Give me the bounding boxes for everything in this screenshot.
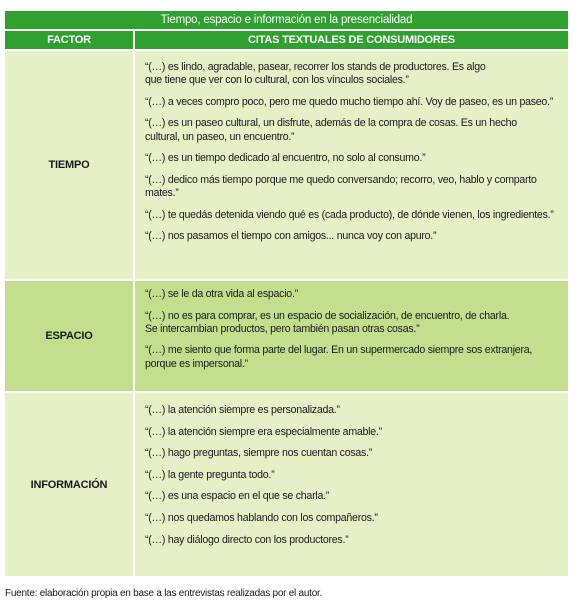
- quote-item: “(…) es un paseo cultural, un disfrute, además de la compra de cosas. Es un hecho cultural, un paseo, un encuentro.”: [145, 117, 517, 143]
- quote-item: “(…) no es para comprar, es un espacio de socialización, de encuentro, de charla. Se intercambian productos, pero también pasan otras cosas.”: [145, 309, 510, 335]
- table-header: [5, 29, 568, 49]
- quote-item: “(…) te quedás detenida viendo qué es (cada producto), de dónde vienen, los ingredientes.”: [145, 208, 554, 221]
- quote-item: “(…) nos quedamos hablando con los compañeros.”: [145, 511, 378, 524]
- factor-label: TIEMPO: [5, 51, 135, 279]
- table-row-espacio: [5, 279, 568, 391]
- quote-item: “(…) me siento que forma parte del lugar. En un supermercado siempre sos extranjera, porque es impersonal.”: [145, 344, 533, 370]
- table-row-informacion: [5, 391, 568, 576]
- quote-item: “(…) es una espacio en el que se charla.”: [145, 490, 330, 503]
- quote-item: “(…) a veces compro poco, pero me quedo mucho tiempo ahí. Voy de paseo, es un paseo.”: [145, 95, 554, 108]
- table-title: Tiempo, espacio e información en la presencialidad: [5, 11, 568, 29]
- quote-item: “(…) la gente pregunta todo.”: [145, 468, 275, 481]
- header-factor: FACTOR: [5, 31, 135, 49]
- factor-label: ESPACIO: [5, 281, 135, 391]
- quote-item: “(…) es un tiempo dedicado al encuentro, no solo al consumo.”: [145, 152, 426, 165]
- factor-label: INFORMACIÓN: [5, 393, 135, 576]
- quote-item: “(…) es lindo, agradable, pasear, recorrer los stands de productores. Es algo que tiene que ver con lo cultural, con los vínculos sociales.”: [145, 61, 486, 87]
- quotes-cell: [135, 51, 568, 279]
- quote-item: “(…) dedico más tiempo porque me quedo conversando; recorro, veo, hablo y comparto mates.”: [145, 173, 537, 199]
- quote-item: “(…) la atención siempre es personalizada.”: [145, 404, 340, 416]
- source-note: Fuente: elaboración propia en base a las entrevistas realizadas por el autor.: [5, 588, 323, 599]
- quotes-cell: [135, 393, 568, 576]
- quotes-table: [5, 11, 568, 576]
- quote-item: “(…) nos pasamos el tiempo con amigos... nunca voy con apuro.”: [145, 230, 437, 243]
- header-citas: CITAS TEXTUALES DE CONSUMIDORES: [248, 34, 455, 46]
- quote-item: “(…) hago preguntas, siempre nos cuentan cosas.”: [145, 447, 373, 460]
- quotes-cell: [135, 281, 568, 391]
- quote-item: “(…) hay diálogo directo con los productores.”: [145, 533, 349, 546]
- table-row-tiempo: [5, 49, 568, 279]
- quote-item: “(…) se le da otra vida al espacio.”: [145, 288, 298, 300]
- quote-item: “(…) la atención siempre era especialmente amable.”: [145, 425, 382, 438]
